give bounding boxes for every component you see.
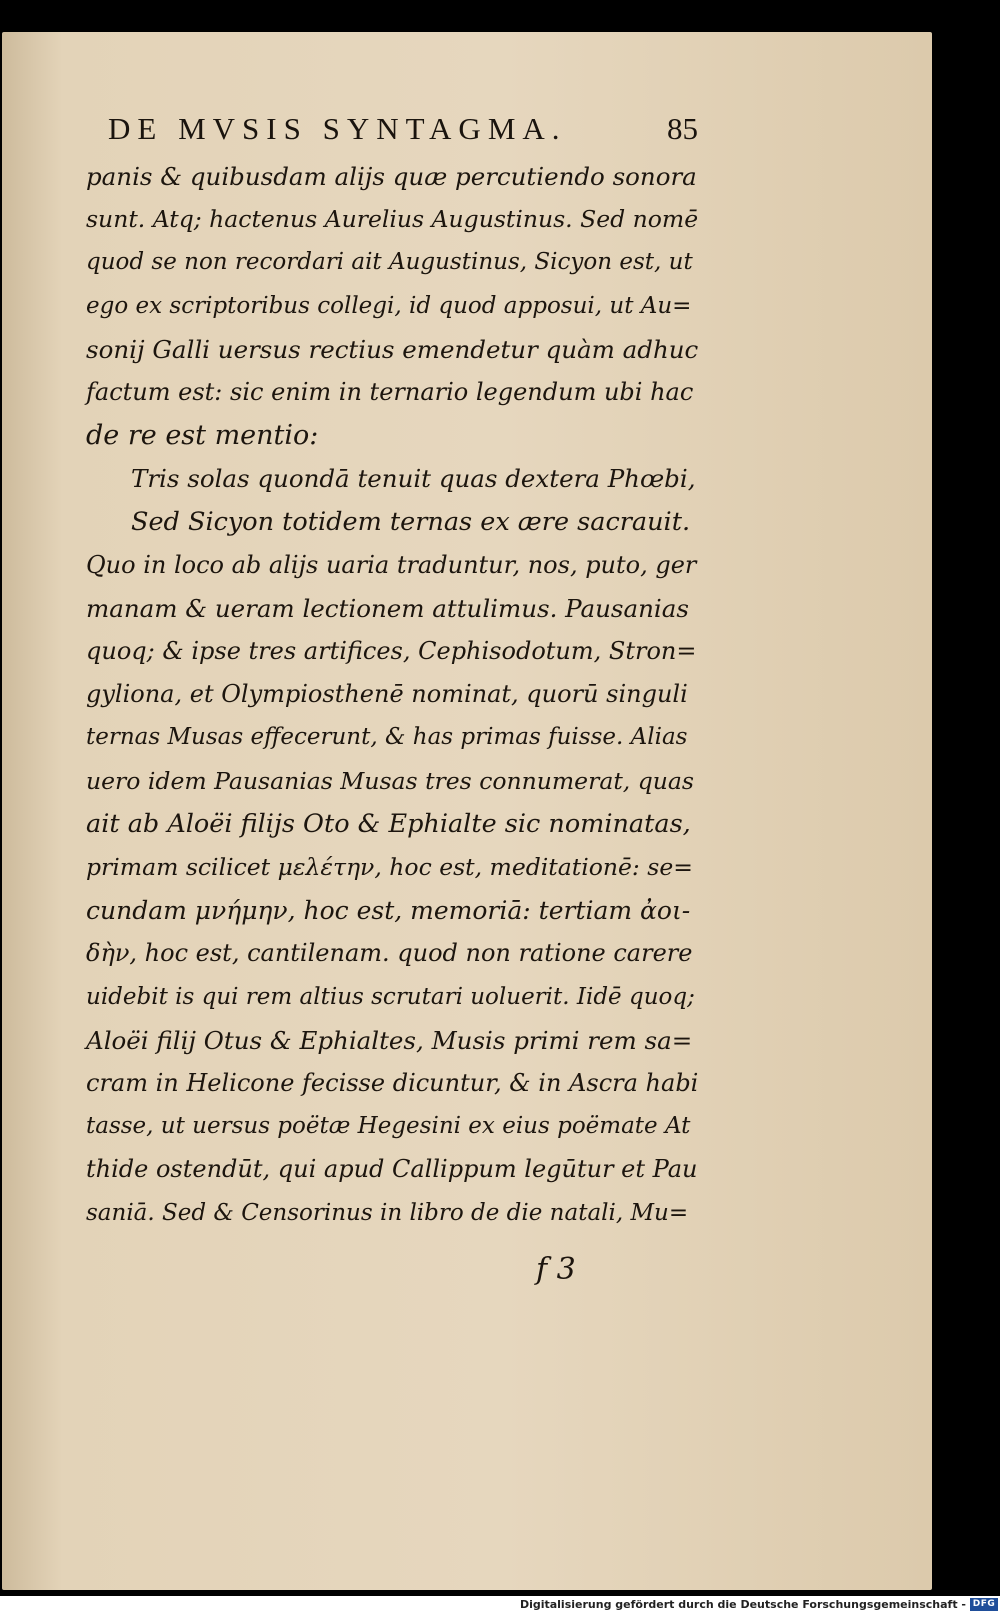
text-line: δὴν, hoc est, cantilenam. quod non ratione carere xyxy=(86,939,693,968)
page-number: 85 xyxy=(667,111,698,146)
signature-mark: f 3 xyxy=(536,1252,576,1287)
digitization-credit: Digitalisierung gefördert durch die Deutsche Forschungsgemeinschaft - xyxy=(519,1598,966,1611)
dfg-logo-icon: DFG xyxy=(970,1598,998,1611)
text-line: primam scilicet μελέτην, hoc est, meditationē: se= xyxy=(86,853,693,881)
text-line: uero idem Pausanias Musas tres connumerat, quas xyxy=(86,766,694,795)
text-line: quod se non recordari ait Augustinus, Sicyon est, ut xyxy=(86,249,693,276)
text-line: factum est: sic enim in ternario legendum ubi hac xyxy=(86,377,694,406)
text-line: Quo in loco ab alijs uaria traduntur, nos, puto, ger xyxy=(86,550,697,579)
running-header xyxy=(108,111,698,147)
text-line: thide ostendūt, qui apud Callippum legūtur et Pau xyxy=(86,1155,698,1184)
text-line: Aloëi filij Otus & Ephialtes, Musis primi rem sa= xyxy=(86,1025,693,1055)
verse-line: Sed Sicyon totidem ternas ex ære sacrauit. xyxy=(131,506,691,537)
text-line: ego ex scriptoribus collegi, id quod apposui, ut Au= xyxy=(86,292,692,319)
text-line: tasse, ut uersus poëtæ Hegesini ex eius poëmate At xyxy=(86,1113,691,1140)
text-line: panis & quibusdam alijs quæ percutiendo sonora xyxy=(86,162,697,191)
text-line: sunt. Atq; hactenus Aurelius Augustinus. Sed nomē xyxy=(86,205,699,234)
text-line: de re est mentio: xyxy=(86,420,319,452)
body-text xyxy=(86,155,699,1235)
text-line: uidebit is qui rem altius scrutari uoluerit. Iidē quoq; xyxy=(86,983,695,1010)
text-line: saniā. Sed & Censorinus in libro de die natali, Mu= xyxy=(86,1199,689,1226)
text-line: sonij Galli uersus rectius emendetur quàm adhuc xyxy=(86,334,699,364)
text-line: cram in Helicone fecisse dicuntur, & in Ascra habi xyxy=(86,1068,699,1097)
verse-line: Tris solas quondā tenuit quas dextera Phœbi, xyxy=(131,464,696,494)
text-line: ternas Musas effecerunt, & has primas fuisse. Alias xyxy=(86,724,688,751)
running-title: DE MVSIS SYNTAGMA. xyxy=(108,111,567,146)
text-line: manam & ueram lectionem attulimus. Pausanias xyxy=(86,593,689,623)
text-line: cundam μνήμην, hoc est, memoriā: tertiam ἀοι- xyxy=(86,896,691,926)
text-line: gyliona, et Olympiosthenē nominat, quorū singuli xyxy=(86,680,688,709)
text-line: quoq; & ipse tres artifices, Cephisodotum, Stron= xyxy=(86,637,697,666)
text-line: ait ab Aloëi filijs Oto & Ephialte sic nominatas, xyxy=(86,808,691,839)
